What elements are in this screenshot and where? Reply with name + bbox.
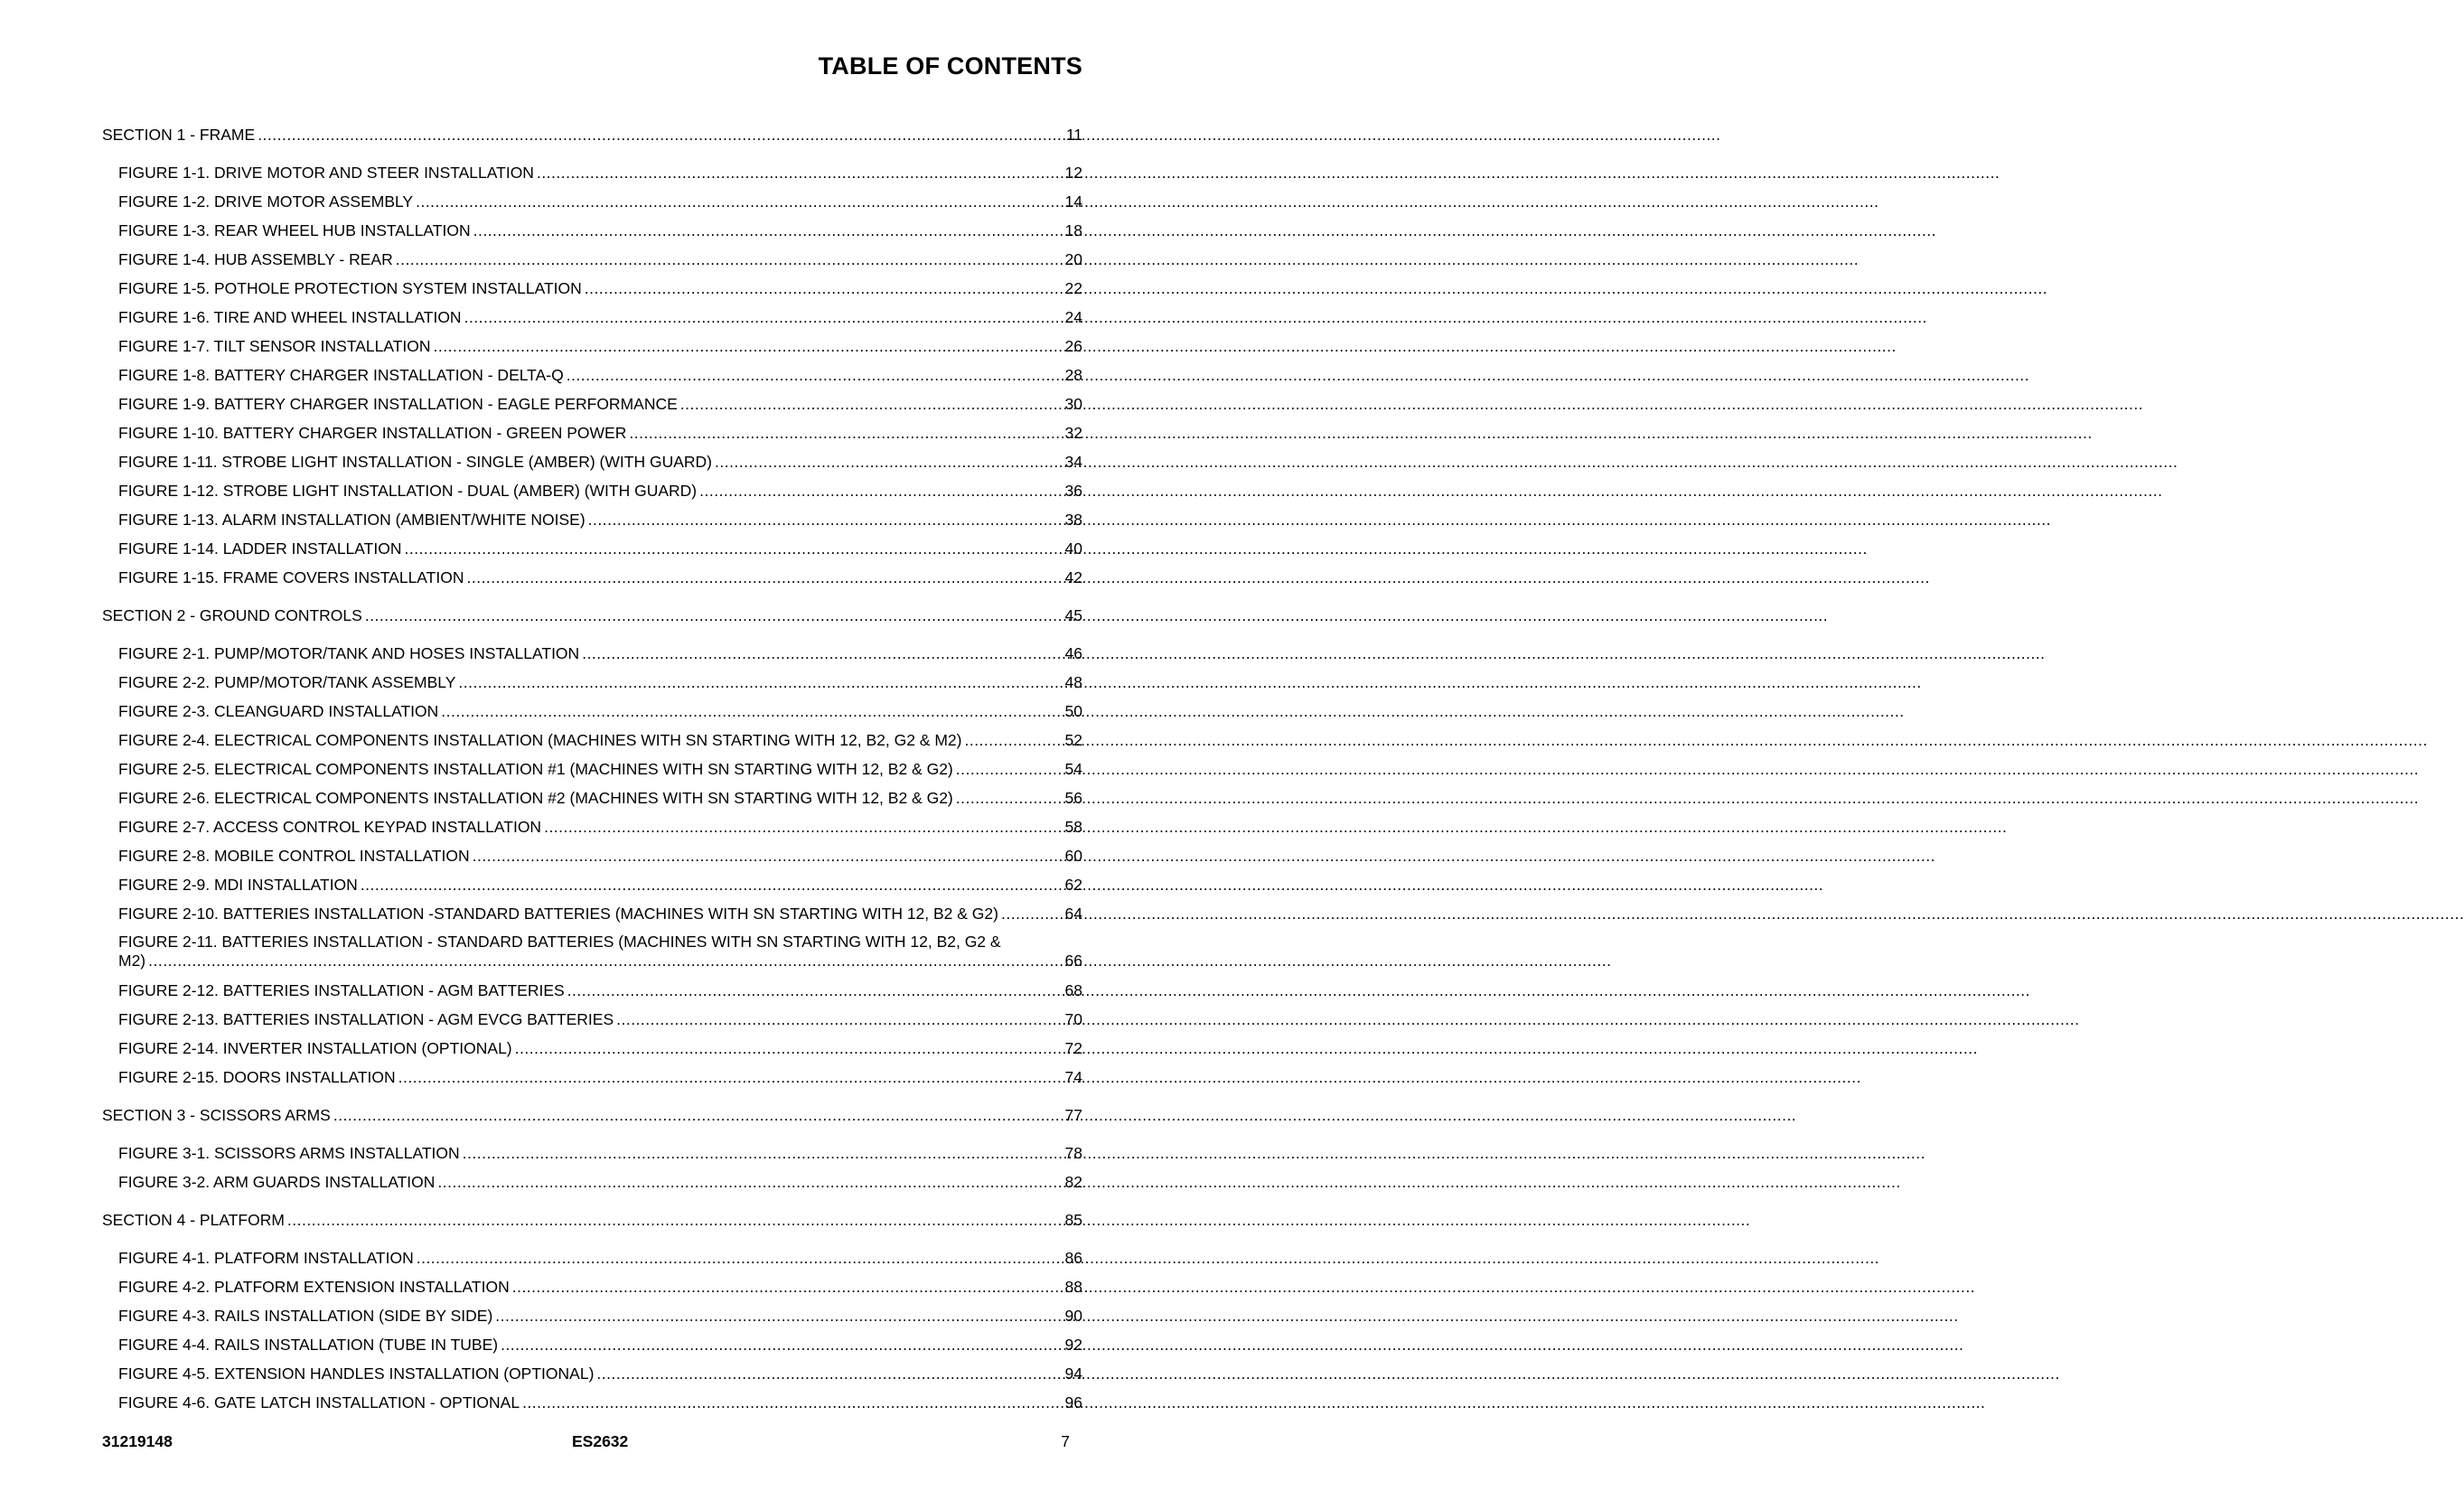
toc-figure-entry[interactable] bbox=[102, 668, 1082, 697]
toc-figure-entry[interactable] bbox=[102, 563, 1082, 592]
toc-entry-label: FIGURE 1-5. POTHOLE PROTECTION SYSTEM INSTALLATION bbox=[118, 279, 582, 297]
toc-entry-page: 60 bbox=[1064, 847, 1082, 865]
toc-figure-entry[interactable] bbox=[102, 755, 1082, 783]
toc-section-entry[interactable] bbox=[102, 1205, 1082, 1234]
toc-figure-entry[interactable] bbox=[102, 389, 1082, 418]
toc-figure-entry[interactable] bbox=[102, 418, 1082, 447]
table-of-contents bbox=[102, 120, 1082, 1417]
dot-leader bbox=[396, 245, 1063, 274]
toc-entry-label: FIGURE 2-2. PUMP/MOTOR/TANK ASSEMBLY bbox=[118, 673, 456, 691]
dot-leader bbox=[699, 476, 1062, 505]
toc-entry-label: FIGURE 1-3. REAR WHEEL HUB INSTALLATION bbox=[118, 221, 471, 239]
dot-leader bbox=[463, 1139, 1063, 1167]
toc-figure-entry[interactable] bbox=[102, 841, 1082, 870]
toc-entry-label: FIGURE 1-14. LADDER INSTALLATION bbox=[118, 539, 402, 558]
dot-leader bbox=[466, 563, 1062, 592]
dot-leader bbox=[537, 158, 1063, 187]
toc-entry-page: 50 bbox=[1064, 702, 1082, 720]
toc-figure-entry[interactable] bbox=[102, 1359, 1082, 1388]
toc-entry-page: 34 bbox=[1064, 453, 1082, 471]
toc-figure-entry[interactable] bbox=[102, 976, 1082, 1005]
toc-entry-page: 85 bbox=[1064, 1211, 1082, 1229]
page-title: TABLE OF CONTENTS bbox=[818, 52, 1082, 80]
toc-entry-label: SECTION 2 - GROUND CONTROLS bbox=[102, 606, 362, 624]
toc-entry-page: 70 bbox=[1064, 1010, 1082, 1028]
dot-leader bbox=[287, 1205, 1063, 1234]
toc-entry-page: 94 bbox=[1064, 1364, 1082, 1383]
toc-entry-page: 56 bbox=[1064, 789, 1082, 807]
toc-figure-entry[interactable] bbox=[102, 899, 1082, 928]
toc-entry-label: FIGURE 4-5. EXTENSION HANDLES INSTALLATION (OPTIONAL) bbox=[118, 1364, 595, 1383]
toc-entry-page: 22 bbox=[1064, 279, 1082, 297]
toc-figure-entry[interactable] bbox=[102, 534, 1082, 563]
dot-leader bbox=[956, 783, 1063, 812]
toc-entry-label: FIGURE 1-13. ALARM INSTALLATION (AMBIENT/WHITE NOISE) bbox=[118, 511, 586, 529]
toc-entry-page: 38 bbox=[1064, 511, 1082, 529]
toc-entry-page: 46 bbox=[1064, 644, 1082, 662]
toc-entry-page: 66 bbox=[1064, 952, 1082, 970]
toc-figure-entry[interactable] bbox=[102, 870, 1082, 899]
toc-entry-page: 72 bbox=[1064, 1039, 1082, 1057]
dot-leader bbox=[515, 1034, 1063, 1063]
toc-entry-page: 42 bbox=[1064, 568, 1082, 586]
toc-entry-label: FIGURE 1-7. TILT SENSOR INSTALLATION bbox=[118, 337, 431, 355]
toc-entry-label: FIGURE 3-2. ARM GUARDS INSTALLATION bbox=[118, 1173, 436, 1191]
toc-entry-page: 28 bbox=[1064, 366, 1082, 384]
toc-entry-page: 82 bbox=[1064, 1173, 1082, 1191]
toc-entry-label: FIGURE 2-1. PUMP/MOTOR/TANK AND HOSES INSTALLATION bbox=[118, 644, 580, 662]
footer-model: ES2632 bbox=[572, 1432, 629, 1450]
toc-entry-page: 58 bbox=[1064, 818, 1082, 836]
toc-entry-page: 92 bbox=[1064, 1336, 1082, 1354]
toc-entry-label: FIGURE 2-6. ELECTRICAL COMPONENTS INSTALLATION #2 (MACHINES WITH SN STARTING WITH 12, B2 & G2) bbox=[118, 789, 953, 807]
toc-figure-entry[interactable] bbox=[102, 216, 1082, 245]
dot-leader bbox=[629, 418, 1062, 447]
dot-leader bbox=[1001, 899, 1063, 928]
toc-figure-entry[interactable] bbox=[102, 783, 1082, 812]
toc-figure-entry[interactable] bbox=[102, 447, 1082, 476]
toc-entry-page: 36 bbox=[1064, 482, 1082, 500]
toc-entry-page: 26 bbox=[1064, 337, 1082, 355]
toc-entry-page: 86 bbox=[1064, 1249, 1082, 1267]
toc-entry-label: FIGURE 1-11. STROBE LIGHT INSTALLATION - SINGLE (AMBER) (WITH GUARD) bbox=[118, 453, 712, 471]
toc-entry-page: 78 bbox=[1064, 1144, 1082, 1162]
dot-leader bbox=[588, 505, 1063, 534]
dot-leader bbox=[437, 1167, 1062, 1196]
dot-leader bbox=[441, 697, 1062, 726]
toc-figure-entry[interactable] bbox=[102, 1005, 1082, 1034]
toc-entry-page: 77 bbox=[1064, 1106, 1082, 1124]
toc-entry-label: FIGURE 4-4. RAILS INSTALLATION (TUBE IN TUBE) bbox=[118, 1336, 499, 1354]
dot-leader bbox=[501, 1330, 1062, 1359]
dot-leader bbox=[258, 120, 1063, 149]
toc-section-entry[interactable] bbox=[102, 601, 1082, 630]
toc-entry-label: FIGURE 4-3. RAILS INSTALLATION (SIDE BY SIDE) bbox=[118, 1307, 493, 1325]
toc-entry-page: 64 bbox=[1064, 905, 1082, 923]
toc-entry-label: FIGURE 2-14. INVERTER INSTALLATION (OPTIONAL) bbox=[118, 1039, 512, 1057]
toc-entry-page: 45 bbox=[1064, 606, 1082, 624]
toc-entry-label: FIGURE 4-2. PLATFORM EXTENSION INSTALLATION bbox=[118, 1278, 510, 1296]
toc-figure-entry[interactable] bbox=[102, 158, 1082, 187]
toc-figure-entry[interactable] bbox=[102, 505, 1082, 534]
toc-section-entry[interactable] bbox=[102, 120, 1082, 149]
toc-figure-entry[interactable] bbox=[102, 1034, 1082, 1063]
dot-leader bbox=[148, 952, 1062, 971]
toc-figure-entry[interactable] bbox=[102, 1063, 1082, 1092]
toc-entry-label: FIGURE 1-1. DRIVE MOTOR AND STEER INSTALLATION bbox=[118, 164, 534, 182]
toc-entry-label: FIGURE 2-10. BATTERIES INSTALLATION -STANDARD BATTERIES (MACHINES WITH SN STARTING WITH 12, B2 & G2) bbox=[118, 905, 998, 923]
toc-figure-entry[interactable] bbox=[102, 1330, 1082, 1359]
toc-figure-entry[interactable] bbox=[102, 1388, 1082, 1417]
toc-figure-entry[interactable] bbox=[102, 639, 1082, 668]
dot-leader bbox=[582, 639, 1062, 668]
footer-page-number: 7 bbox=[1061, 1432, 1070, 1450]
toc-figure-entry[interactable] bbox=[102, 245, 1082, 274]
dot-leader bbox=[404, 534, 1062, 563]
toc-entry-label-continued: M2) bbox=[118, 952, 146, 970]
toc-figure-entry[interactable] bbox=[102, 1272, 1082, 1301]
toc-figure-entry[interactable] bbox=[102, 187, 1082, 216]
toc-entry-label: FIGURE 2-5. ELECTRICAL COMPONENTS INSTALLATION #1 (MACHINES WITH SN STARTING WITH 12, B2 & G2) bbox=[118, 760, 953, 778]
toc-entry-page: 90 bbox=[1064, 1307, 1082, 1325]
toc-entry-label: FIGURE 1-4. HUB ASSEMBLY - REAR bbox=[118, 250, 393, 268]
toc-entry-page: 30 bbox=[1064, 395, 1082, 413]
toc-entry-label: SECTION 1 - FRAME bbox=[102, 126, 256, 144]
toc-entry-label: SECTION 4 - PLATFORM bbox=[102, 1211, 285, 1229]
toc-entry-label: FIGURE 4-6. GATE LATCH INSTALLATION - OPTIONAL bbox=[118, 1393, 520, 1411]
toc-entry-page: 62 bbox=[1064, 876, 1082, 894]
dot-leader bbox=[715, 447, 1063, 476]
dot-leader bbox=[567, 361, 1063, 389]
dot-leader bbox=[473, 841, 1063, 870]
toc-entry-label: FIGURE 2-3. CLEANGUARD INSTALLATION bbox=[118, 702, 439, 720]
dot-leader bbox=[616, 1005, 1062, 1034]
toc-entry-label: FIGURE 2-12. BATTERIES INSTALLATION - AGM BATTERIES bbox=[118, 981, 565, 999]
dot-leader bbox=[544, 812, 1062, 841]
toc-entry-page: 88 bbox=[1064, 1278, 1082, 1296]
toc-entry-continuation bbox=[118, 952, 1082, 971]
dot-leader bbox=[434, 332, 1063, 361]
dot-leader bbox=[458, 668, 1062, 697]
toc-entry-label: FIGURE 1-9. BATTERY CHARGER INSTALLATION - EAGLE PERFORMANCE bbox=[118, 395, 678, 413]
toc-figure-entry[interactable] bbox=[102, 476, 1082, 505]
toc-figure-entry[interactable] bbox=[102, 928, 1082, 976]
toc-figure-entry[interactable] bbox=[102, 1139, 1082, 1167]
toc-figure-entry[interactable] bbox=[102, 1301, 1082, 1330]
toc-entry-page: 54 bbox=[1064, 760, 1082, 778]
toc-entry-label: FIGURE 1-15. FRAME COVERS INSTALLATION bbox=[118, 568, 464, 586]
dot-leader bbox=[417, 1243, 1063, 1272]
toc-entry-page: 14 bbox=[1064, 192, 1082, 211]
toc-entry-page: 18 bbox=[1064, 221, 1082, 239]
dot-leader bbox=[365, 601, 1063, 630]
dot-leader bbox=[416, 187, 1062, 216]
dot-leader bbox=[585, 274, 1063, 303]
toc-figure-entry[interactable] bbox=[102, 361, 1082, 389]
dot-leader bbox=[361, 870, 1063, 899]
toc-entry-label: FIGURE 2-4. ELECTRICAL COMPONENTS INSTALLATION (MACHINES WITH SN STARTING WITH 12, B2, G2 & M2) bbox=[118, 731, 962, 749]
toc-entry-page: 12 bbox=[1064, 164, 1082, 182]
page-footer bbox=[102, 1432, 1082, 1454]
dot-leader bbox=[333, 1101, 1063, 1130]
toc-entry-page: 52 bbox=[1064, 731, 1082, 749]
dot-leader bbox=[464, 303, 1063, 332]
dot-leader bbox=[495, 1301, 1062, 1330]
toc-entry-label: FIGURE 2-11. BATTERIES INSTALLATION - STANDARD BATTERIES (MACHINES WITH SN STARTING WITH 12, B2, G2 & bbox=[118, 933, 1001, 951]
toc-entry-page: 20 bbox=[1064, 250, 1082, 268]
toc-figure-entry[interactable] bbox=[102, 303, 1082, 332]
toc-entry-page: 96 bbox=[1064, 1393, 1082, 1411]
toc-figure-entry[interactable] bbox=[102, 274, 1082, 303]
toc-entry-label: FIGURE 1-8. BATTERY CHARGER INSTALLATION - DELTA-Q bbox=[118, 366, 564, 384]
toc-entry-label: FIGURE 1-10. BATTERY CHARGER INSTALLATION - GREEN POWER bbox=[118, 424, 627, 442]
toc-entry-page: 40 bbox=[1064, 539, 1082, 558]
toc-entry-page: 11 bbox=[1065, 126, 1082, 144]
toc-entry-page: 32 bbox=[1064, 424, 1082, 442]
dot-leader bbox=[964, 726, 1062, 755]
dot-leader bbox=[680, 389, 1063, 418]
toc-figure-entry[interactable] bbox=[102, 812, 1082, 841]
dot-leader bbox=[567, 976, 1063, 1005]
toc-entry-page: 48 bbox=[1064, 673, 1082, 691]
toc-figure-entry[interactable] bbox=[102, 1243, 1082, 1272]
dot-leader bbox=[473, 216, 1063, 245]
toc-section-entry[interactable] bbox=[102, 1101, 1082, 1130]
toc-entry-page: 74 bbox=[1064, 1068, 1082, 1086]
toc-figure-entry[interactable] bbox=[102, 697, 1082, 726]
toc-entry-label: FIGURE 1-2. DRIVE MOTOR ASSEMBLY bbox=[118, 192, 414, 211]
dot-leader bbox=[956, 755, 1063, 783]
toc-entry-label: FIGURE 2-8. MOBILE CONTROL INSTALLATION bbox=[118, 847, 470, 865]
footer-document-number: 31219148 bbox=[102, 1432, 173, 1450]
toc-entry-page: 24 bbox=[1064, 308, 1082, 326]
toc-entry-label: FIGURE 2-7. ACCESS CONTROL KEYPAD INSTALLATION bbox=[118, 818, 542, 836]
dot-leader bbox=[522, 1388, 1062, 1417]
toc-figure-entry[interactable] bbox=[102, 1167, 1082, 1196]
dot-leader bbox=[512, 1272, 1063, 1301]
toc-entry-label: FIGURE 2-15. DOORS INSTALLATION bbox=[118, 1068, 396, 1086]
dot-leader bbox=[398, 1063, 1063, 1092]
dot-leader bbox=[596, 1359, 1062, 1388]
toc-entry-page: 68 bbox=[1064, 981, 1082, 999]
toc-entry-label: FIGURE 1-12. STROBE LIGHT INSTALLATION - DUAL (AMBER) (WITH GUARD) bbox=[118, 482, 698, 500]
toc-entry-label: FIGURE 3-1. SCISSORS ARMS INSTALLATION bbox=[118, 1144, 460, 1162]
toc-entry-label: FIGURE 4-1. PLATFORM INSTALLATION bbox=[118, 1249, 414, 1267]
toc-figure-entry[interactable] bbox=[102, 726, 1082, 755]
toc-entry-label: FIGURE 2-9. MDI INSTALLATION bbox=[118, 876, 358, 894]
toc-entry-label: FIGURE 1-6. TIRE AND WHEEL INSTALLATION bbox=[118, 308, 462, 326]
toc-entry-label: SECTION 3 - SCISSORS ARMS bbox=[102, 1106, 331, 1124]
toc-entry-label: FIGURE 2-13. BATTERIES INSTALLATION - AGM EVCG BATTERIES bbox=[118, 1010, 614, 1028]
toc-figure-entry[interactable] bbox=[102, 332, 1082, 361]
